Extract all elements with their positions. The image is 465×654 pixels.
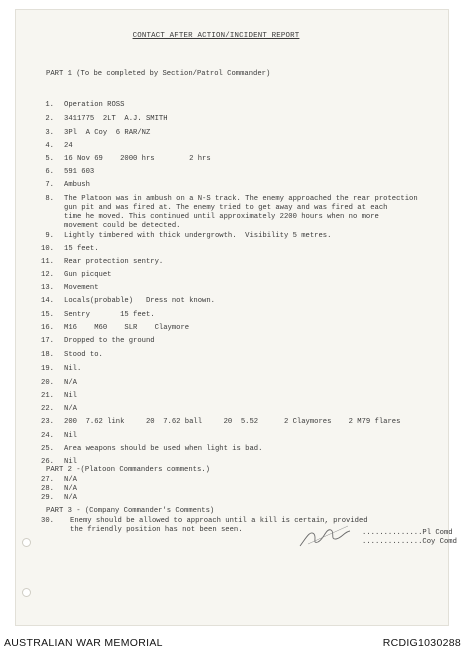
sig-coy-comd: ..............Coy Comd (362, 538, 457, 546)
document-title: CONTACT AFTER ACTION/INCIDENT REPORT (132, 32, 300, 40)
item-text: Locals(probable) Dress not known. (64, 297, 215, 305)
part1-heading: PART 1 (To be completed by Section/Patrol Commander) (46, 70, 271, 78)
item-text: Area weapons should be used when light is bad. (64, 445, 263, 453)
item-text: Rear protection sentry. (64, 258, 164, 266)
item-text: N/A (64, 405, 77, 413)
item-text: N/A (64, 379, 77, 387)
item-text: Sentry 15 feet. (64, 311, 155, 319)
item-number: 15. (41, 311, 54, 319)
item-number: 17. (41, 337, 54, 345)
item-text: Nil (64, 392, 77, 400)
item-number: 4. (45, 142, 54, 150)
item-text: Nil (64, 458, 77, 466)
item-text: The Platoon was in ambush on a N-S track. The enemy approached the rear protection gun pit and was fired at. The enemy tried to get away and was fired at each time he moved. This continued until approximately 2200 hours when no more movement could be detected. (64, 195, 418, 230)
item-number: 9. (45, 232, 54, 240)
item-text: 591 603 (64, 168, 95, 176)
footer-right: RCDIG1030288 (382, 637, 461, 649)
item-text: 16 Nov 69 2000 hrs 2 hrs (64, 155, 211, 163)
item-text: 200 7.62 link 20 7.62 ball 20 5.52 2 Claymores 2 M79 flares (64, 418, 401, 426)
item-text: 3Pl A Coy 6 RAR/NZ (64, 129, 151, 137)
punch-hole (22, 588, 31, 597)
item-number: 23. (41, 418, 54, 426)
item-number: 25. (41, 445, 54, 453)
item-number: 21. (41, 392, 54, 400)
item-text: Enemy should be allowed to approach until a kill is certain, provided the friendly position has not been seen. (70, 517, 368, 534)
item-text: M16 M60 SLR Claymore (64, 324, 190, 332)
item-text: 3411775 2LT A.J. SMITH (64, 115, 168, 123)
item-number: 12. (41, 271, 54, 279)
item-text: Operation ROSS (64, 101, 125, 109)
item-text: Dropped to the ground (64, 337, 155, 345)
item-number: 6. (45, 168, 54, 176)
item-text: N/A (64, 476, 77, 484)
item-number: 10. (41, 245, 54, 253)
item-number: 22. (41, 405, 54, 413)
part3-heading: PART 3 - (Company Commander's Comments) (46, 507, 215, 515)
item-number: 30. (41, 517, 54, 525)
item-text: 24 (64, 142, 73, 150)
item-number: 2. (45, 115, 54, 123)
item-number: 3. (45, 129, 54, 137)
item-number: 18. (41, 351, 54, 359)
footer-left: AUSTRALIAN WAR MEMORIAL (4, 637, 163, 649)
item-text: N/A (64, 494, 77, 502)
item-number: 1. (45, 101, 54, 109)
item-number: 14. (41, 297, 54, 305)
item-number: 13. (41, 284, 54, 292)
item-text: Stood to. (64, 351, 103, 359)
item-number: 16. (41, 324, 54, 332)
item-number: 29. (41, 494, 54, 502)
item-number: 28. (41, 485, 54, 493)
item-number: 26. (41, 458, 54, 466)
item-text: Gun picquet (64, 271, 112, 279)
item-number: 20. (41, 379, 54, 387)
item-number: 8. (45, 195, 54, 203)
handwritten-signature (298, 520, 358, 550)
item-text: Nil. (64, 365, 82, 373)
item-number: 11. (41, 258, 54, 266)
item-number: 19. (41, 365, 54, 373)
item-number: 7. (45, 181, 54, 189)
item-text: Nil (64, 432, 77, 440)
item-text: Lightly timbered with thick undergrowth. Visibility 5 metres. (64, 232, 332, 240)
item-text: Movement (64, 284, 99, 292)
item-number: 5. (45, 155, 54, 163)
part2-heading: PART 2 -(Platoon Commanders comments.) (46, 466, 210, 474)
item-text: N/A (64, 485, 77, 493)
item-text: 15 feet. (64, 245, 99, 253)
item-text: Ambush (64, 181, 90, 189)
punch-hole (22, 538, 31, 547)
item-number: 24. (41, 432, 54, 440)
item-number: 27. (41, 476, 54, 484)
sig-pl-comd: ..............Pl Comd (362, 529, 453, 537)
